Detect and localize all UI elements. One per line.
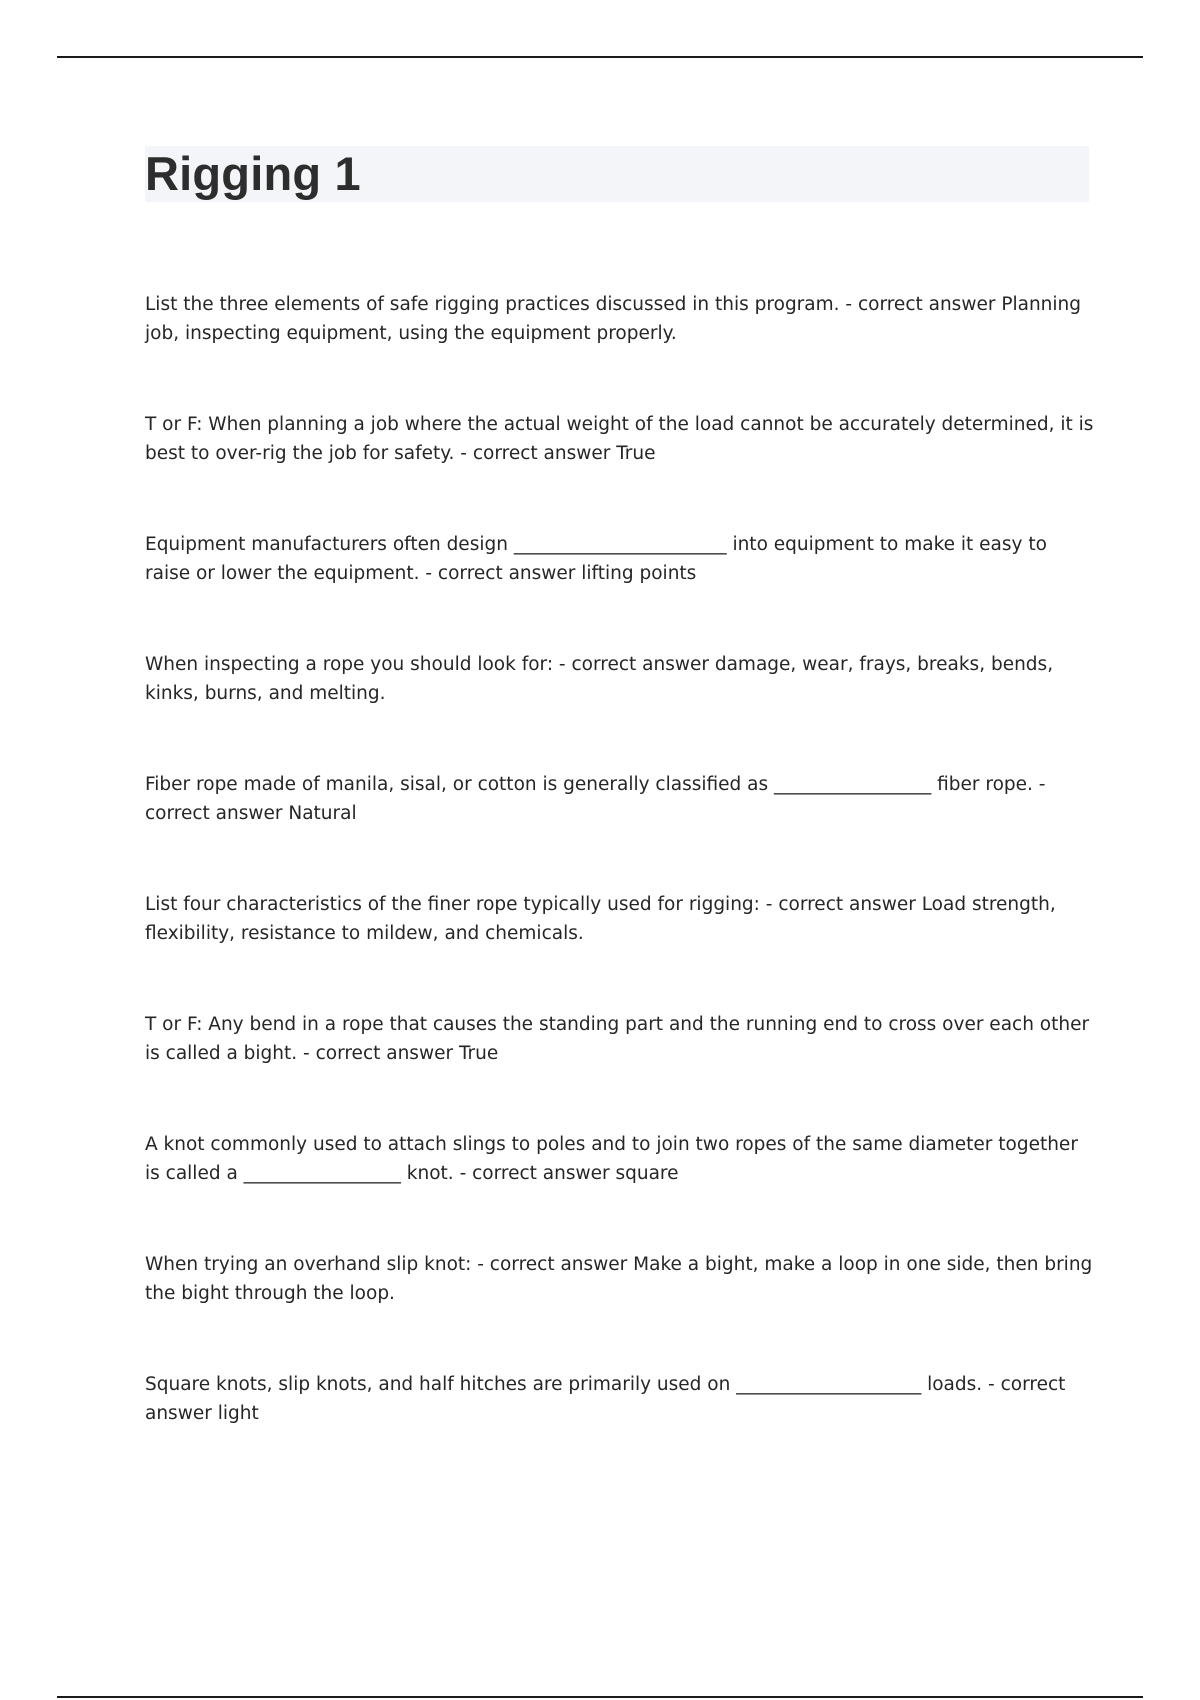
qa-item: Equipment manufacturers often design _______________________ into equipment to make it easy to raise or lower the equipment. - correct answer lifting points bbox=[145, 534, 1047, 584]
qa-item: List four characteristics of the finer rope typically used for rigging: - correct answer Load strength, flexibility, resistance to mildew, and chemicals. bbox=[145, 894, 1056, 944]
qa-item: List the three elements of safe rigging practices discussed in this program. - correct answer Planning job, inspecting equipment, using the equipment properly. bbox=[145, 294, 1082, 344]
top-rule bbox=[57, 56, 1143, 58]
qa-item: When inspecting a rope you should look for: - correct answer damage, wear, frays, breaks, bends, kinks, burns, and melting. bbox=[145, 654, 1054, 704]
qa-item: Fiber rope made of manila, sisal, or cotton is generally classified as _________________ fiber rope. - correct answer Natural bbox=[145, 774, 1046, 824]
qa-item: A knot commonly used to attach slings to poles and to join two ropes of the same diameter together is called a _________________ knot. - correct answer square bbox=[145, 1134, 1078, 1184]
qa-item: Square knots, slip knots, and half hitches are primarily used on ____________________ loads. - correct answer light bbox=[145, 1374, 1066, 1424]
page-title: Rigging 1 bbox=[145, 147, 361, 200]
bottom-rule bbox=[57, 1696, 1143, 1698]
qa-list bbox=[145, 290, 1095, 1490]
qa-item: T or F: When planning a job where the actual weight of the load cannot be accurately determined, it is best to over-rig the job for safety. - correct answer True bbox=[145, 414, 1094, 464]
qa-item: T or F: Any bend in a rope that causes the standing part and the running end to cross over each other is called a bight. - correct answer True bbox=[145, 1014, 1090, 1064]
qa-item: When trying an overhand slip knot: - correct answer Make a bight, make a loop in one side, then bring the bight through the loop. bbox=[145, 1254, 1093, 1304]
